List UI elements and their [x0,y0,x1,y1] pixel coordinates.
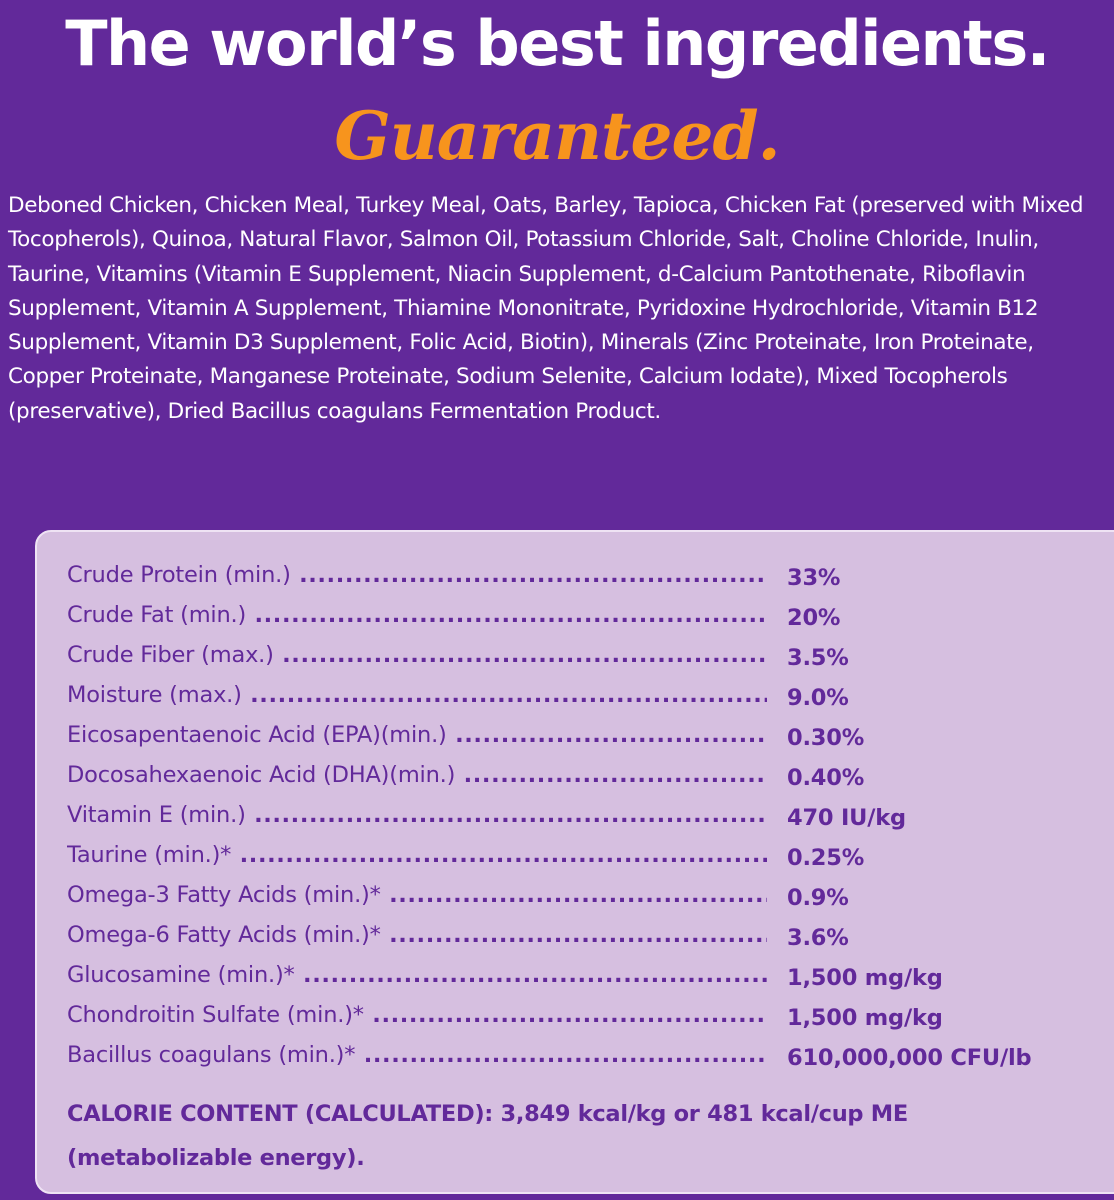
analysis-label: Eicosapentaenoic Acid (EPA)(min.) ..... [67,717,767,753]
analysis-label: Moisture (max.) ..... [67,677,767,713]
analysis-value: 0.30% [787,725,865,751]
analysis-label: Crude Fiber (max.) ..... [67,637,767,673]
analysis-row-vitamin-e [67,797,1107,837]
analysis-row-crude-fiber [67,637,1107,677]
analysis-value: 1,500 mg/kg [787,1005,943,1031]
analysis-label: Vitamin E (min.) ..... [67,797,767,833]
analysis-row-crude-protein [67,557,1107,597]
analysis-value: 9.0% [787,685,849,711]
analysis-label: Bacillus coagulans (min.)* ..... [67,1037,767,1073]
headline: The world’s best ingredients. [65,7,1049,80]
analysis-label: Glucosamine (min.)* ..... [67,957,767,993]
analysis-row-glucosamine [67,957,1107,997]
analysis-row-chondroitin [67,997,1107,1037]
analysis-label: Crude Fat (min.) ..... [67,597,767,633]
analysis-value: 470 IU/kg [787,805,906,831]
analysis-row-crude-fat [67,597,1107,637]
subhead-guaranteed: Guaranteed. [334,97,780,175]
analysis-label: Taurine (min.)* ..... [67,837,767,873]
analysis-row-dha [67,757,1107,797]
analysis-value: 0.9% [787,885,849,911]
analysis-label: Omega-6 Fatty Acids (min.)* ..... [67,917,767,953]
analysis-value: 0.40% [787,765,865,791]
analysis-label: Chondroitin Sulfate (min.)* ..... [67,997,767,1033]
analysis-value: 20% [787,605,841,631]
analysis-value: 3.6% [787,925,849,951]
analysis-value: 3.5% [787,645,849,671]
analysis-value: 33% [787,565,841,591]
analysis-row-taurine [67,837,1107,877]
analysis-row-omega-3 [67,877,1107,917]
analysis-row-bacillus [67,1037,1107,1077]
analysis-value: 1,500 mg/kg [787,965,943,991]
analysis-label: Docosahexaenoic Acid (DHA)(min.) ..... [67,757,767,793]
analysis-label: Omega-3 Fatty Acids (min.)* ..... [67,877,767,913]
ingredients-list: Deboned Chicken, Chicken Meal, Turkey Meal, Oats, Barley, Tapioca, Chicken Fat (preserved with Mixed Tocopherols), Quinoa, Natural Flavor, Salmon Oil, Potassium Chloride, Salt, Choline Chloride, Inulin, Taurine, Vitamins (Vitamin E Supplement, Niacin Supplement, d-Calcium Pantothenate, Riboflavin Supplement, Vitamin A Supplement, Thiamine Mononitrate, Pyridoxine Hydrochloride, Vitamin B12 Supplement, Vitamin D3 Supplement, Folic Acid, Biotin), Minerals (Zinc Proteinate, Iron Proteinate, Copper Proteinate, Manganese Proteinate, Sodium Selenite, Calcium Iodate), Mixed Tocopherols (preservative), Dried Bacillus coagulans Fermentation Product. [8,193,1084,424]
analysis-row-omega-6 [67,917,1107,957]
guaranteed-analysis-table [67,557,1107,1077]
calorie-content: CALORIE CONTENT (CALCULATED): 3,849 kcal/kg or 481 kcal/cup ME (metabolizable energy). [67,1101,908,1171]
analysis-row-moisture [67,677,1107,717]
analysis-label: Crude Protein (min.) ..... [67,557,767,593]
analysis-row-epa [67,717,1107,757]
analysis-value: 610,000,000 CFU/lb [787,1045,1032,1071]
analysis-value: 0.25% [787,845,865,871]
